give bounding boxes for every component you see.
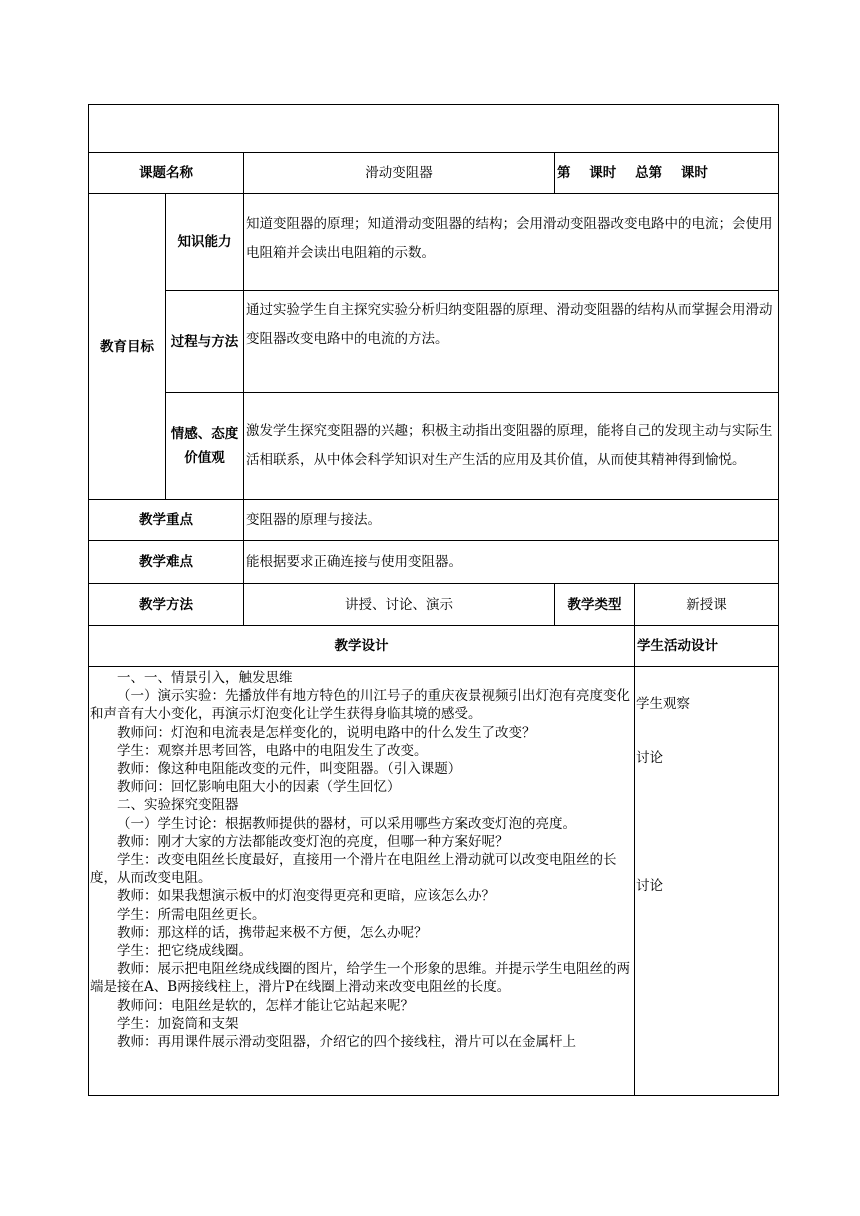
design-paragraph: 学生：改变电阻丝长度最好，直接用一个滑片在电阻丝上滑动就可以改变电阻丝的长度，从而改变电阻。 (90, 852, 617, 887)
design-paragraph: 教师：刚才大家的方法都能改变灯泡的亮度，但哪一种方案好呢？ (117, 833, 509, 850)
design-paragraph: 一、一、情景引入，触发思维 (117, 670, 293, 686)
design-paragraph: （一）演示实验：先播放伴有地方特色的川江号子的重庆夜景视频引出灯泡有亮度变化和声音有大小变化，再演示灯泡变化让学生获得身临其境的感受。 (90, 688, 630, 723)
difficulty-row (89, 541, 779, 584)
design-paragraph: 学生：观察并思考回答，电路中的电阻发生了改变。 (117, 742, 428, 759)
goal-process-row (89, 291, 779, 393)
method-label: 教学方法 (89, 584, 244, 626)
design-paragraph: 教师问：电阻丝是软的，怎样才能让它站起来呢？ (117, 997, 414, 1014)
key-point-text: 变阻器的原理与接法。 (244, 500, 779, 541)
design-paragraph: 学生：所需电阻丝更长。 (117, 906, 266, 923)
topic-value: 滑动变阻器 (244, 153, 555, 194)
design-body (89, 667, 635, 1096)
design-header-row (89, 626, 779, 667)
activity-body (635, 667, 779, 1096)
goals-label: 教育目标 (89, 194, 166, 500)
emotion-text: 激发学生探究变阻器的兴趣；积极主动指出变阻器的原理，能将自己的发现主动与实际生活相联系，从中体会科学知识对生产生活的应用及其价值，从而使其精神得到愉悦。 (244, 393, 779, 500)
process-label: 过程与方法 (166, 291, 244, 393)
process-text: 通过实验学生自主探究实验分析归纳变阻器的原理、滑动变阻器的结构从而掌握会用滑动变阻器改变电路中的电流的方法。 (244, 291, 779, 393)
goal-emotion-row (89, 393, 779, 500)
design-paragraph: 教师：那这样的话，携带起来极不方便，怎么办呢？ (117, 924, 428, 941)
design-paragraph: 教师：如果我想演示板中的灯泡变得更亮和更暗，应该怎么办？ (117, 888, 495, 905)
emotion-label-line1: 情感、态度 (170, 426, 239, 442)
period-label: 第 课时 总第 课时 (555, 153, 779, 194)
activity-item: 讨论 (636, 750, 663, 766)
activity-header: 学生活动设计 (635, 626, 779, 667)
emotion-label (166, 393, 244, 500)
design-paragraph: 学生：把它绕成线圈。 (117, 943, 252, 960)
activity-item: 讨论 (636, 878, 663, 894)
design-paragraph: 教师问：回忆影响电阻大小的因素（学生回忆） (117, 779, 401, 796)
design-paragraph: 教师：再用课件展示滑动变阻器，介绍它的四个接线柱，滑片可以在金属杆上 (117, 1034, 576, 1051)
activity-item: 学生观察 (636, 696, 690, 712)
difficulty-label: 教学难点 (89, 541, 244, 584)
key-point-row (89, 500, 779, 541)
design-header: 教学设计 (89, 626, 635, 667)
emotion-label-line2: 价值观 (184, 450, 225, 466)
design-paragraph: （一）学生讨论：根据教师提供的器材，可以采用哪些方案改变灯泡的亮度。 (117, 815, 576, 832)
design-paragraph: 教师：像这种电阻能改变的元件，叫变阻器。（引入课题） (117, 761, 462, 778)
design-paragraph: 教师：展示把电阻丝绕成线圈的图片，给学生一个形象的思维。并提示学生电阻丝的两端是接在A、B两接线柱上，滑片P在线圈上滑动来改变电阻丝的长度。 (90, 961, 630, 996)
type-label: 教学类型 (555, 584, 635, 626)
type-value: 新授课 (635, 584, 779, 626)
lesson-plan-table (88, 104, 779, 1096)
key-point-label: 教学重点 (89, 500, 244, 541)
blank-title-cell (89, 105, 779, 153)
knowledge-text: 知道变阻器的原理；知道滑动变阻器的结构；会用滑动变阻器改变电路中的电流；会使用电阻箱并会读出电阻箱的示数。 (244, 194, 779, 291)
design-paragraph: 二、实验探究变阻器 (117, 797, 239, 814)
knowledge-label: 知识能力 (166, 194, 244, 291)
difficulty-text: 能根据要求正确连接与使用变阻器。 (244, 541, 779, 584)
blank-title-row (89, 105, 779, 153)
goal-knowledge-row (89, 194, 779, 291)
topic-row (89, 153, 779, 194)
method-row (89, 584, 779, 626)
method-text: 讲授、讨论、演示 (244, 584, 555, 626)
design-paragraph: 教师问：灯泡和电流表是怎样变化的，说明电路中的什么发生了改变？ (117, 724, 536, 741)
design-paragraph: 学生：加瓷筒和支架 (117, 1015, 239, 1032)
design-body-row (89, 667, 779, 1096)
topic-label: 课题名称 (89, 153, 244, 194)
